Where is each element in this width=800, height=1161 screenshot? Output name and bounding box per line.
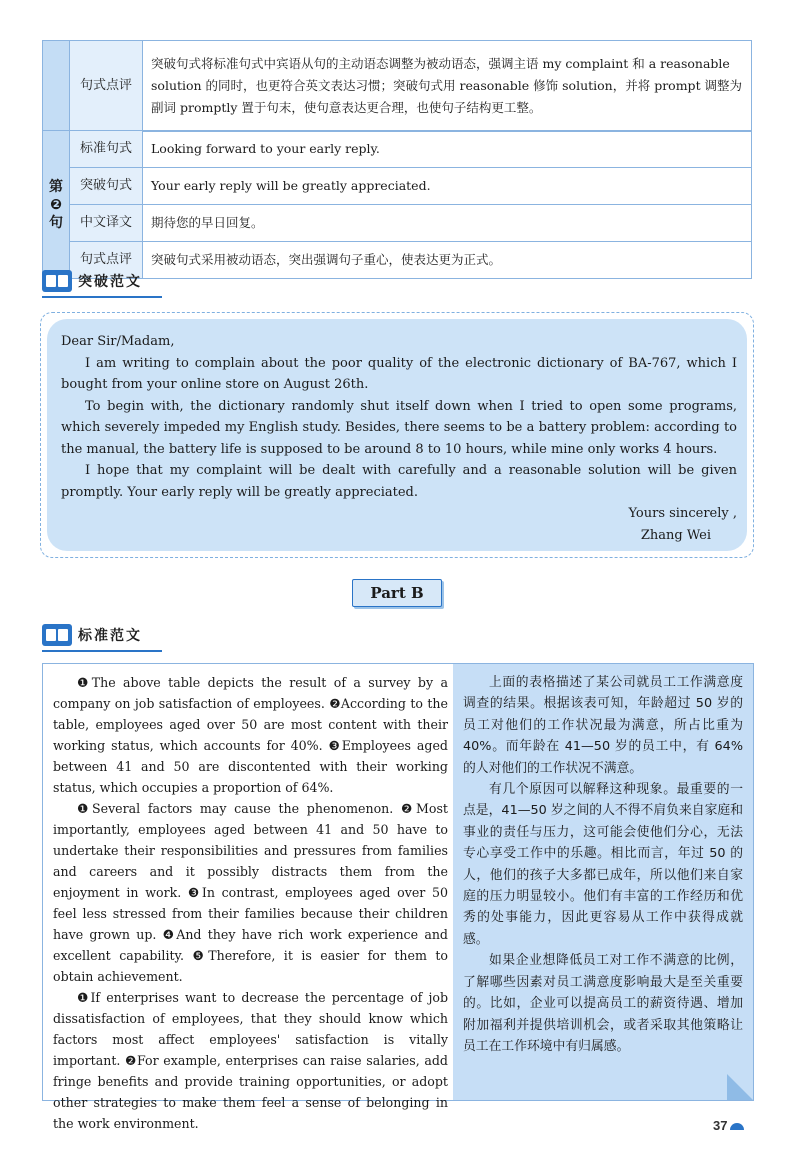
- essay-paragraph: ❶The above table depicts the result of a survey by a company on job satisfaction of employees. ❷According to the table, employees aged over 50 are most content with their working status, which accounts for 40%. ❸Employees aged between 41 and 50 are discontented with their working status, which occupies a proportion of 64%.: [53, 675, 449, 795]
- essay-chinese-translation: [453, 664, 753, 1100]
- letter-paragraph: I hope that my complaint will be dealt with carefully and a reasonable solution will be given promptly. Your early reply will be greatly appreciated.: [61, 463, 737, 500]
- book-icon: [42, 624, 72, 646]
- translation-paragraph: 上面的表格描述了某公司就员工工作满意度调查的结果。根据该表可知，年龄超过 50 岁的员工对他们的工作状况最为满意，所占比重为 40%。而年龄在 41—50 岁的员工中，有 64% 的人对他们的工作状况不满意。: [463, 675, 743, 776]
- table-value: 突破句式将标准句式中宾语从句的主动语态调整为被动语态，强调主语 my complaint 和 a reasonable solution 的同时，也更符合英文表达习惯；突破句式用 reasonable 修饰 solution，并将 prompt 调整为副词 promptly 置于句末，使句意表达更合理，也使句子结构更工整。: [143, 41, 752, 132]
- heading-underline: [42, 296, 162, 298]
- letter-paragraph: To begin with, the dictionary randomly shut itself down when I tried to open some programs, which severely impeded my English study. Besides, there seems to be a battery problem: according to the manual, the battery life is supposed to be around 8 to 10 hours, while mine only works 4 hours.: [61, 398, 737, 457]
- table-value: 突破句式采用被动语态，突出强调句子重心，使表达更为正式。: [143, 242, 752, 279]
- book-icon: [42, 270, 72, 292]
- page-curl-decoration: [727, 1074, 753, 1100]
- letter-text: [61, 331, 737, 546]
- section-title: 标准范文: [78, 628, 142, 644]
- table-label: 中文译文: [70, 205, 143, 242]
- letter-salutation: Dear Sir/Madam,: [61, 334, 175, 349]
- section-heading-standard: [42, 622, 142, 648]
- cap-icon: [730, 1123, 744, 1130]
- translation-paragraph: 有几个原因可以解释这种现象。最重要的一点是，41—50 岁之间的人不得不肩负来自家庭和事业的责任与压力，这可能会使他们分心，无法专心享受工作中的乐趣。相比而言，年过 50 的人，他们的孩子大多都已成年，所以他们来自家庭的压力明显较小。他们有丰富的工作经历和优秀的处事能力，因此更容易从工作中获得成就感。: [463, 782, 743, 947]
- table-side-cell: [43, 41, 70, 132]
- letter-closing: Yours sincerely ,: [628, 506, 737, 521]
- table-value: Looking forward to your early reply.: [143, 131, 752, 168]
- letter-signature: Zhang Wei: [640, 527, 711, 543]
- page-number: 37: [713, 1118, 744, 1133]
- essay-english: [53, 672, 448, 1134]
- letter-paragraph: I am writing to complain about the poor quality of the electronic dictionary of BA-767, which I bought from your online store on August 26th.: [61, 355, 737, 392]
- review-table-2: [42, 130, 752, 279]
- essay-paragraph: ❶Several factors may cause the phenomenon. ❷Most importantly, employees aged between 41 and 50 have to undertake their responsibilities and pressures from families and careers and it possibly distracts them from the enjoyment in work. ❸In contrast, employees aged over 50 feel less stressed from their families because their children have grown up. ❹And they have rich work experience and excellent capability. ❺Therefore, it is easier for them to obtain achievement.: [53, 801, 449, 984]
- sentence-number: 第 ❷ 句: [43, 131, 70, 279]
- review-table-1: [42, 40, 752, 132]
- table-label: 标准句式: [70, 131, 143, 168]
- table-label: 句式点评: [70, 242, 143, 279]
- table-value: Your early reply will be greatly appreciated.: [143, 168, 752, 205]
- section-heading-breakthrough: [42, 268, 142, 294]
- translation-paragraph: 如果企业想降低员工对工作不满意的比例，了解哪些因素对员工满意度影响最大是至关重要的。比如，企业可以提高员工的薪资待遇、增加附加福利并提供培训机会，或者采取其他策略让员工在工作环境中有归属感。: [463, 953, 743, 1054]
- part-b-heading: Part B: [352, 579, 442, 607]
- section-title: 突破范文: [78, 274, 142, 290]
- table-label: 句式点评: [70, 41, 143, 132]
- sample-letter-box: [40, 312, 754, 558]
- table-label: 突破句式: [70, 168, 143, 205]
- table-value: 期待您的早日回复。: [143, 205, 752, 242]
- heading-underline: [42, 650, 162, 652]
- essay-paragraph: ❶If enterprises want to decrease the percentage of job dissatisfaction of employees, that they should know which factors most affect employees' satisfaction is vitally important. ❷For example, enterprises can raise salaries, add fringe benefits and provide training opportunities, or adopt other strategies to make them feel a sense of belonging in the work environment.: [53, 990, 449, 1131]
